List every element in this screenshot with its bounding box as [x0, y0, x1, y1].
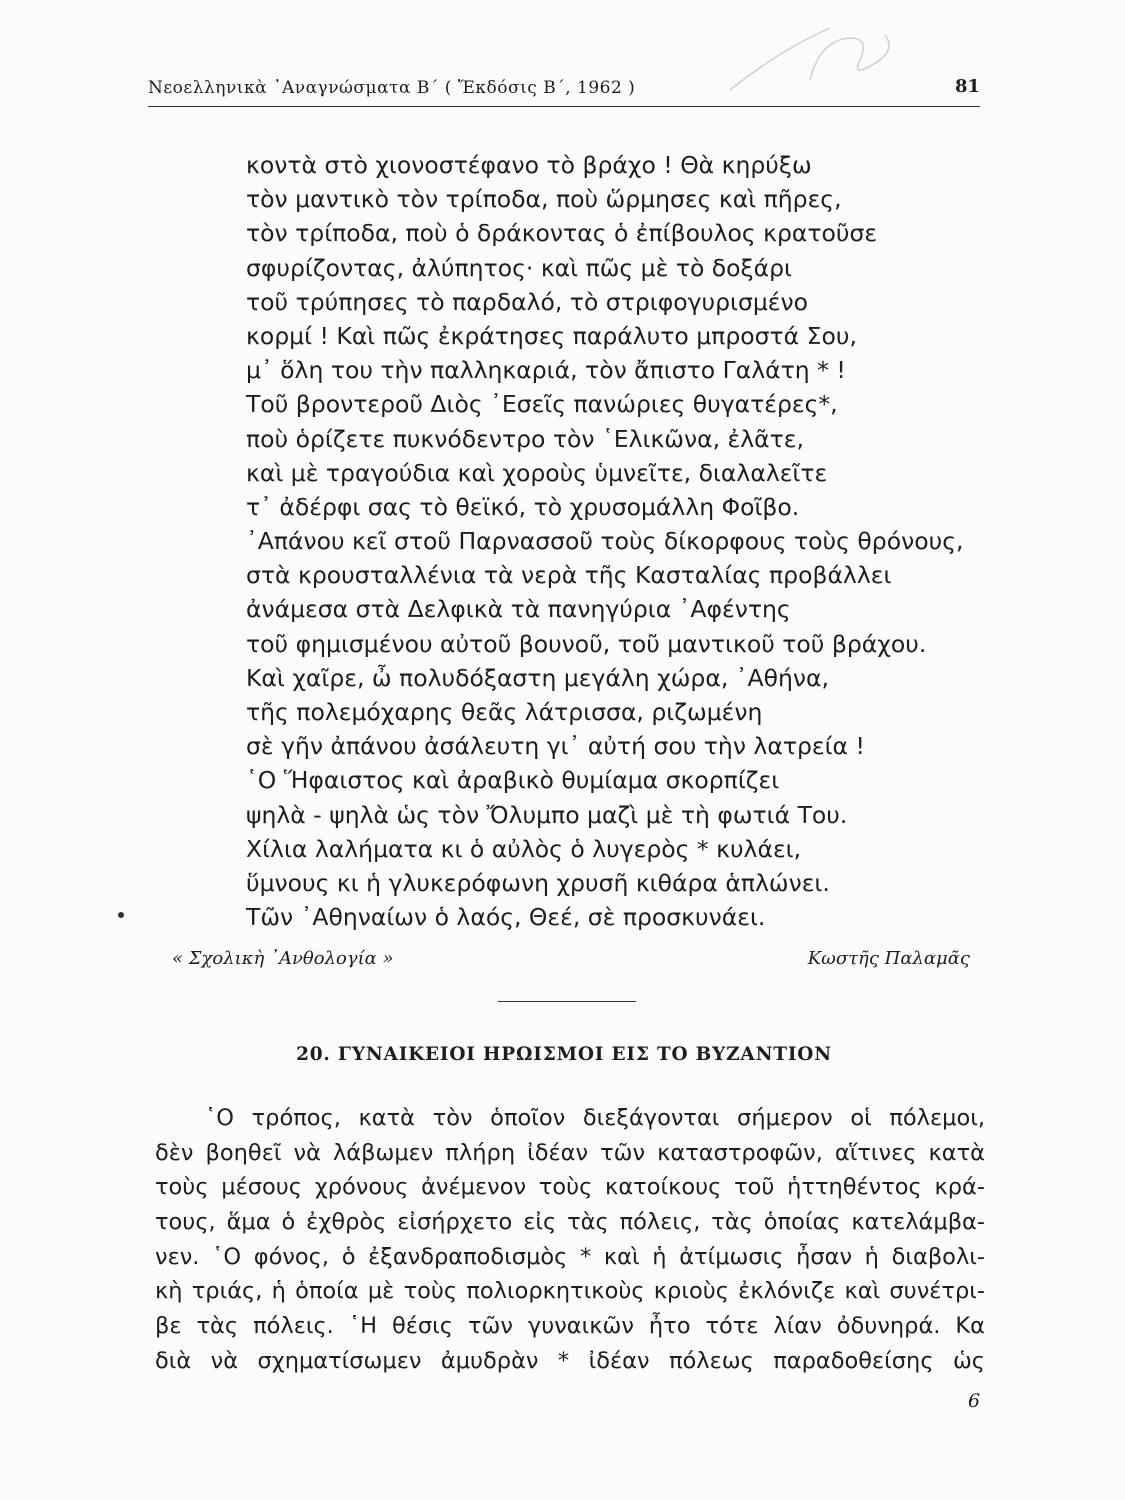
- poem-author: Κωστῆς Παλαμᾶς: [807, 948, 970, 969]
- signature-mark: 6: [968, 1390, 981, 1412]
- body-line: κὴ τριάς, ἡ ὁποία μὲ τοὺς πολιορκητικοὺς κριοὺς ἐκλόνιζε καὶ συνέτρι-: [155, 1278, 985, 1305]
- poem: [246, 148, 1006, 934]
- poem-line: τ᾿ ἀδέρφι σας τὸ θεϊκό, τὸ χρυσομάλλη Φοῖβο.: [246, 492, 800, 521]
- poem-line: κορμί ! Καὶ πῶς ἐκράτησες παράλυτο μπροστά Σου,: [246, 321, 857, 350]
- body-line: βε τὰς πόλεις. ῾Η θέσις τῶν γυναικῶν ἦτο τότε λίαν ὀδυνηρά. Κα: [155, 1313, 985, 1340]
- poem-line: ᾿Απάνου κεῖ στοῦ Παρνασσοῦ τοὺς δίκορφους τοὺς θρόνους,: [246, 527, 964, 556]
- page-number: 81: [954, 76, 980, 97]
- body-line: δὲν βοηθεῖ νὰ λάβωμεν πλήρη ἰδέαν τῶν καταστροφῶν, αἵτινες κατὰ: [155, 1139, 985, 1166]
- body-line: ῾Ο τρόπος, κατὰ τὸν ὁποῖον διεξάγονται σήμερον οἱ πόλεμοι,: [205, 1105, 985, 1131]
- poem-line: Τῶν ᾿Αθηναίων ὁ λαός, Θεέ, σὲ προσκυνάει.: [246, 903, 766, 932]
- stray-ink-dot: [118, 912, 124, 918]
- poem-line: Καὶ χαῖρε, ὦ πολυδόξαστη μεγάλη χώρα, ᾿Αθήνα,: [246, 663, 829, 692]
- poem-line: τὸν τρίποδα, ποὺ ὁ δράκοντας ὁ ἐπίβουλος κρατοῦσε: [246, 219, 878, 248]
- poem-line: καὶ μὲ τραγούδια καὶ χοροὺς ὑμνεῖτε, διαλαλεῖτε: [246, 458, 828, 487]
- section-divider: [498, 1001, 636, 1002]
- body-line: νεν. ῾Ο φόνος, ὁ ἐξανδραποδισμὸς * καὶ ἡ ἀτίμωσις ἦσαν ἡ διαβολι-: [155, 1243, 985, 1270]
- body-line: τους, ἅμα ὁ ἐχθρὸς εἰσήρχετο εἰς τὰς πόλεις, τὰς ὁποίας κατελάμβα-: [155, 1209, 985, 1236]
- running-title: Νεοελληνικὰ ᾿Αναγνώσματα Β΄ ( Ἔκδόσις Β΄, 1962 ): [148, 78, 636, 98]
- poem-line: ῾Ο Ἥφαιστος καὶ ἀραβικὸ θυμίαμα σκορπίζει: [246, 766, 780, 795]
- poem-line: ποὺ ὁρίζετε πυκνόδεντρο τὸν ῾Ελικῶνα, ἐλᾶτε,: [246, 424, 804, 453]
- poem-line: κοντὰ στὸ χιονοστέφανο τὸ βράχο ! Θὰ κηρύξω: [246, 151, 812, 179]
- source-citation: « Σχολικὴ ᾿Ανθολογία »: [172, 948, 394, 969]
- poem-line: τοῦ φημισμένου αὐτοῦ βουνοῦ, τοῦ μαντικοῦ τοῦ βράχου.: [246, 629, 927, 658]
- body-line: διὰ νὰ σχηματίσωμεν ἀμυδρὰν * ἰδέαν πόλεως παραδοθείσης ὡς: [155, 1347, 985, 1374]
- poem-attribution: [172, 948, 970, 976]
- running-header: [148, 76, 980, 107]
- section-heading: 20. ΓΥΝΑΙΚΕΙΟΙ ΗΡΩΙΣΜΟΙ ΕΙΣ ΤΟ ΒΥΖΑΝΤΙΟΝ: [296, 1044, 832, 1065]
- poem-line: στὰ κρουσταλλένια τὰ νερὰ τῆς Κασταλίας προβάλλει: [246, 561, 892, 590]
- poem-line: Τοῦ βροντεροῦ Διὸς ᾿Εσεῖς πανώριες θυγατέρες*,: [246, 390, 838, 419]
- poem-line: τὸν μαντικὸ τὸν τρίποδα, ποὺ ὥρμησες καὶ πῆρες,: [246, 185, 842, 214]
- poem-line: ἀνάμεσα στὰ Δελφικὰ τὰ πανηγύρια ᾿Αφέντης: [246, 595, 791, 624]
- poem-line: ὕμνους κι ἡ γλυκερόφωνη χρυσῆ κιθάρα ἁπλώνει.: [246, 868, 830, 897]
- poem-line: σὲ γῆν ἀπάνου ἀσάλευτη γι᾿ αὐτή σου τὴν λατρεία !: [246, 732, 865, 761]
- poem-line: μ᾿ ὅλη του τὴν παλληκαριά, τὸν ἄπιστο Γαλάτη * !: [246, 356, 846, 385]
- poem-line: σφυρίζοντας, ἀλύπητος· καὶ πῶς μὲ τὸ δοξάρι: [246, 253, 793, 282]
- section-body: [155, 1101, 985, 1379]
- poem-line: Χίλια λαλήματα κι ὁ αὐλὸς ὁ λυγερὸς * κυλάει,: [246, 834, 802, 863]
- poem-line: τοῦ τρύπησες τὸ παρδαλό, τὸ στριφογυρισμένο: [246, 287, 809, 316]
- body-line: τοὺς μέσους χρόνους ἀνέμενον τοὺς κατοίκους τοῦ ἡττηθέντος κρά-: [155, 1174, 985, 1201]
- poem-line: τῆς πολεμόχαρης θεᾶς λάτρισσα, ριζωμένη: [246, 698, 763, 726]
- poem-line: ψηλὰ - ψηλὰ ὡς τὸν Ὄλυμπο μαζὶ μὲ τὴ φωτιά Του.: [246, 800, 848, 829]
